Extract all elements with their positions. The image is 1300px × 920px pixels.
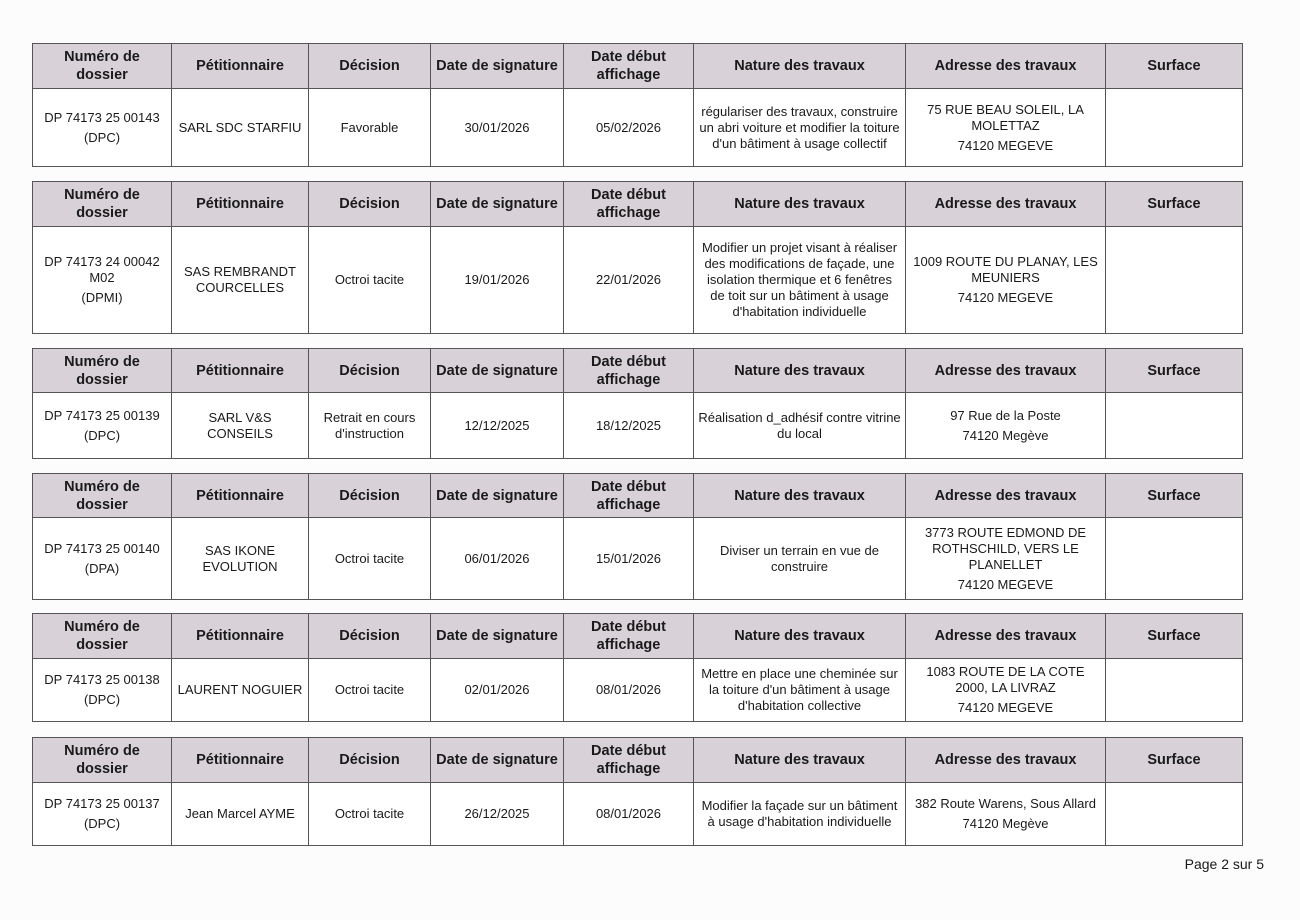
petitionnaire-cell: Jean Marcel AYME [172, 783, 309, 846]
page-number: Page 2 sur 5 [1184, 856, 1264, 872]
header-petitionnaire: Pétitionnaire [172, 349, 309, 393]
header-surface: Surface [1106, 44, 1243, 89]
petitionnaire-cell: SAS IKONE EVOLUTION [172, 518, 309, 600]
surface-cell [1106, 227, 1243, 334]
header-nature: Nature des travaux [694, 44, 906, 89]
dossier-cell [33, 393, 172, 459]
nature-cell: régulariser des travaux, construire un abri voiture et modifier la toiture d'un bâtiment à usage collectif [694, 89, 906, 167]
affichage-date-cell: 22/01/2026 [564, 227, 694, 334]
header-dossier: Numéro de dossier [33, 738, 172, 783]
header-dossier: Numéro de dossier [33, 614, 172, 659]
adresse-cell [906, 518, 1106, 600]
adresse-rue: 1083 ROUTE DE LA COTE 2000, LA LIVRAZ [926, 664, 1085, 695]
nature-cell: Réalisation d_adhésif contre vitrine du local [694, 393, 906, 459]
header-affichage: Date début affichage [564, 349, 694, 393]
adresse-ville: 74120 MEGEVE [957, 576, 1054, 592]
permit-table [32, 613, 1243, 722]
dossier-number: DP 74173 25 00139 [44, 407, 160, 423]
adresse-cell [906, 89, 1106, 167]
affichage-date-cell: 08/01/2026 [564, 783, 694, 846]
surface-cell [1106, 659, 1243, 722]
header-nature: Nature des travaux [694, 614, 906, 659]
header-decision: Décision [309, 738, 431, 783]
header-nature: Nature des travaux [694, 474, 906, 518]
header-dossier: Numéro de dossier [33, 182, 172, 227]
petitionnaire-cell: SARL SDC STARFIU [172, 89, 309, 167]
decision-cell: Octroi tacite [309, 783, 431, 846]
signature-date-cell: 26/12/2025 [431, 783, 564, 846]
petitionnaire-cell: SARL V&S CONSEILS [172, 393, 309, 459]
permit-table [32, 737, 1243, 846]
header-petitionnaire: Pétitionnaire [172, 474, 309, 518]
header-dossier: Numéro de dossier [33, 44, 172, 89]
adresse-rue: 75 RUE BEAU SOLEIL, LA MOLETTAZ [927, 101, 1084, 133]
header-petitionnaire: Pétitionnaire [172, 738, 309, 783]
header-surface: Surface [1106, 614, 1243, 659]
adresse-cell [906, 783, 1106, 846]
header-adresse: Adresse des travaux [906, 44, 1106, 89]
adresse-cell [906, 227, 1106, 334]
adresse-ville: 74120 Megève [962, 427, 1049, 443]
permit-table [32, 43, 1243, 167]
signature-date-cell: 12/12/2025 [431, 393, 564, 459]
adresse-rue: 3773 ROUTE EDMOND DE ROTHSCHILD, VERS LE PLANELLET [924, 524, 1087, 572]
decision-cell: Octroi tacite [309, 518, 431, 600]
surface-cell [1106, 89, 1243, 167]
header-surface: Surface [1106, 182, 1243, 227]
permit-table [32, 181, 1243, 334]
decision-cell: Octroi tacite [309, 659, 431, 722]
header-petitionnaire: Pétitionnaire [172, 614, 309, 659]
surface-cell [1106, 518, 1243, 600]
signature-date-cell: 06/01/2026 [431, 518, 564, 600]
header-decision: Décision [309, 182, 431, 227]
affichage-date-cell: 15/01/2026 [564, 518, 694, 600]
surface-cell [1106, 393, 1243, 459]
table-row [33, 393, 1243, 459]
affichage-date-cell: 05/02/2026 [564, 89, 694, 167]
decision-cell: Retrait en cours d'instruction [309, 393, 431, 459]
header-surface: Surface [1106, 738, 1243, 783]
dossier-number: DP 74173 25 00143 [44, 109, 160, 125]
header-decision: Décision [309, 349, 431, 393]
petitionnaire-cell: LAURENT NOGUIER [172, 659, 309, 722]
header-adresse: Adresse des travaux [906, 349, 1106, 393]
table-row [33, 227, 1243, 334]
nature-cell: Mettre en place une cheminée sur la toiture d'un bâtiment à usage d'habitation collective [694, 659, 906, 722]
dossier-cell [33, 89, 172, 167]
adresse-rue: 382 Route Warens, Sous Allard [915, 796, 1096, 811]
header-nature: Nature des travaux [694, 349, 906, 393]
header-nature: Nature des travaux [694, 182, 906, 227]
header-surface: Surface [1106, 474, 1243, 518]
dossier-number: DP 74173 25 00138 [44, 672, 160, 687]
dossier-cell [33, 783, 172, 846]
header-adresse: Adresse des travaux [906, 182, 1106, 227]
header-signature: Date de signature [431, 738, 564, 783]
permit-table [32, 473, 1243, 600]
adresse-cell [906, 393, 1106, 459]
nature-cell: Modifier la façade sur un bâtiment à usage d'habitation individuelle [694, 783, 906, 846]
affichage-date-cell: 08/01/2026 [564, 659, 694, 722]
header-petitionnaire: Pétitionnaire [172, 44, 309, 89]
header-affichage: Date début affichage [564, 738, 694, 783]
header-signature: Date de signature [431, 44, 564, 89]
decision-cell: Octroi tacite [309, 227, 431, 334]
table-row [33, 783, 1243, 846]
dossier-type: (DPA) [84, 560, 120, 576]
signature-date-cell: 19/01/2026 [431, 227, 564, 334]
header-affichage: Date début affichage [564, 614, 694, 659]
table-row [33, 659, 1243, 722]
dossier-number: DP 74173 24 00042 M02 [44, 254, 160, 285]
header-decision: Décision [309, 44, 431, 89]
header-surface: Surface [1106, 349, 1243, 393]
header-affichage: Date début affichage [564, 474, 694, 518]
dossier-type: (DPMI) [81, 290, 123, 305]
adresse-ville: 74120 MEGEVE [957, 290, 1054, 305]
header-adresse: Adresse des travaux [906, 738, 1106, 783]
header-nature: Nature des travaux [694, 738, 906, 783]
petitionnaire-cell: SAS REMBRANDT COURCELLES [172, 227, 309, 334]
adresse-ville: 74120 MEGEVE [957, 700, 1054, 715]
header-dossier: Numéro de dossier [33, 474, 172, 518]
header-affichage: Date début affichage [564, 44, 694, 89]
surface-cell [1106, 783, 1243, 846]
header-adresse: Adresse des travaux [906, 474, 1106, 518]
adresse-ville: 74120 MEGEVE [957, 137, 1054, 153]
header-dossier: Numéro de dossier [33, 349, 172, 393]
signature-date-cell: 02/01/2026 [431, 659, 564, 722]
dossier-type: (DPC) [83, 129, 121, 145]
table-row [33, 89, 1243, 167]
signature-date-cell: 30/01/2026 [431, 89, 564, 167]
permit-table [32, 348, 1243, 459]
header-signature: Date de signature [431, 349, 564, 393]
dossier-cell [33, 659, 172, 722]
dossier-type: (DPC) [83, 816, 121, 831]
dossier-cell [33, 227, 172, 334]
adresse-ville: 74120 Megève [962, 816, 1049, 831]
header-signature: Date de signature [431, 182, 564, 227]
dossier-type: (DPC) [83, 692, 121, 707]
dossier-number: DP 74173 25 00140 [44, 540, 160, 556]
decision-cell: Favorable [309, 89, 431, 167]
nature-cell: Diviser un terrain en vue de construire [694, 518, 906, 600]
dossier-number: DP 74173 25 00137 [44, 796, 160, 811]
adresse-rue: 1009 ROUTE DU PLANAY, LES MEUNIERS [913, 254, 1098, 285]
header-signature: Date de signature [431, 474, 564, 518]
dossier-type: (DPC) [83, 427, 121, 443]
adresse-rue: 97 Rue de la Poste [950, 407, 1061, 423]
affichage-date-cell: 18/12/2025 [564, 393, 694, 459]
header-decision: Décision [309, 474, 431, 518]
header-affichage: Date début affichage [564, 182, 694, 227]
dossier-cell [33, 518, 172, 600]
header-adresse: Adresse des travaux [906, 614, 1106, 659]
table-row [33, 518, 1243, 600]
header-decision: Décision [309, 614, 431, 659]
header-signature: Date de signature [431, 614, 564, 659]
header-petitionnaire: Pétitionnaire [172, 182, 309, 227]
nature-cell: Modifier un projet visant à réaliser des modifications de façade, une isolation thermique et 6 fenêtres de toit sur un bâtiment à usage d'habitation individuelle [694, 227, 906, 334]
adresse-cell [906, 659, 1106, 722]
